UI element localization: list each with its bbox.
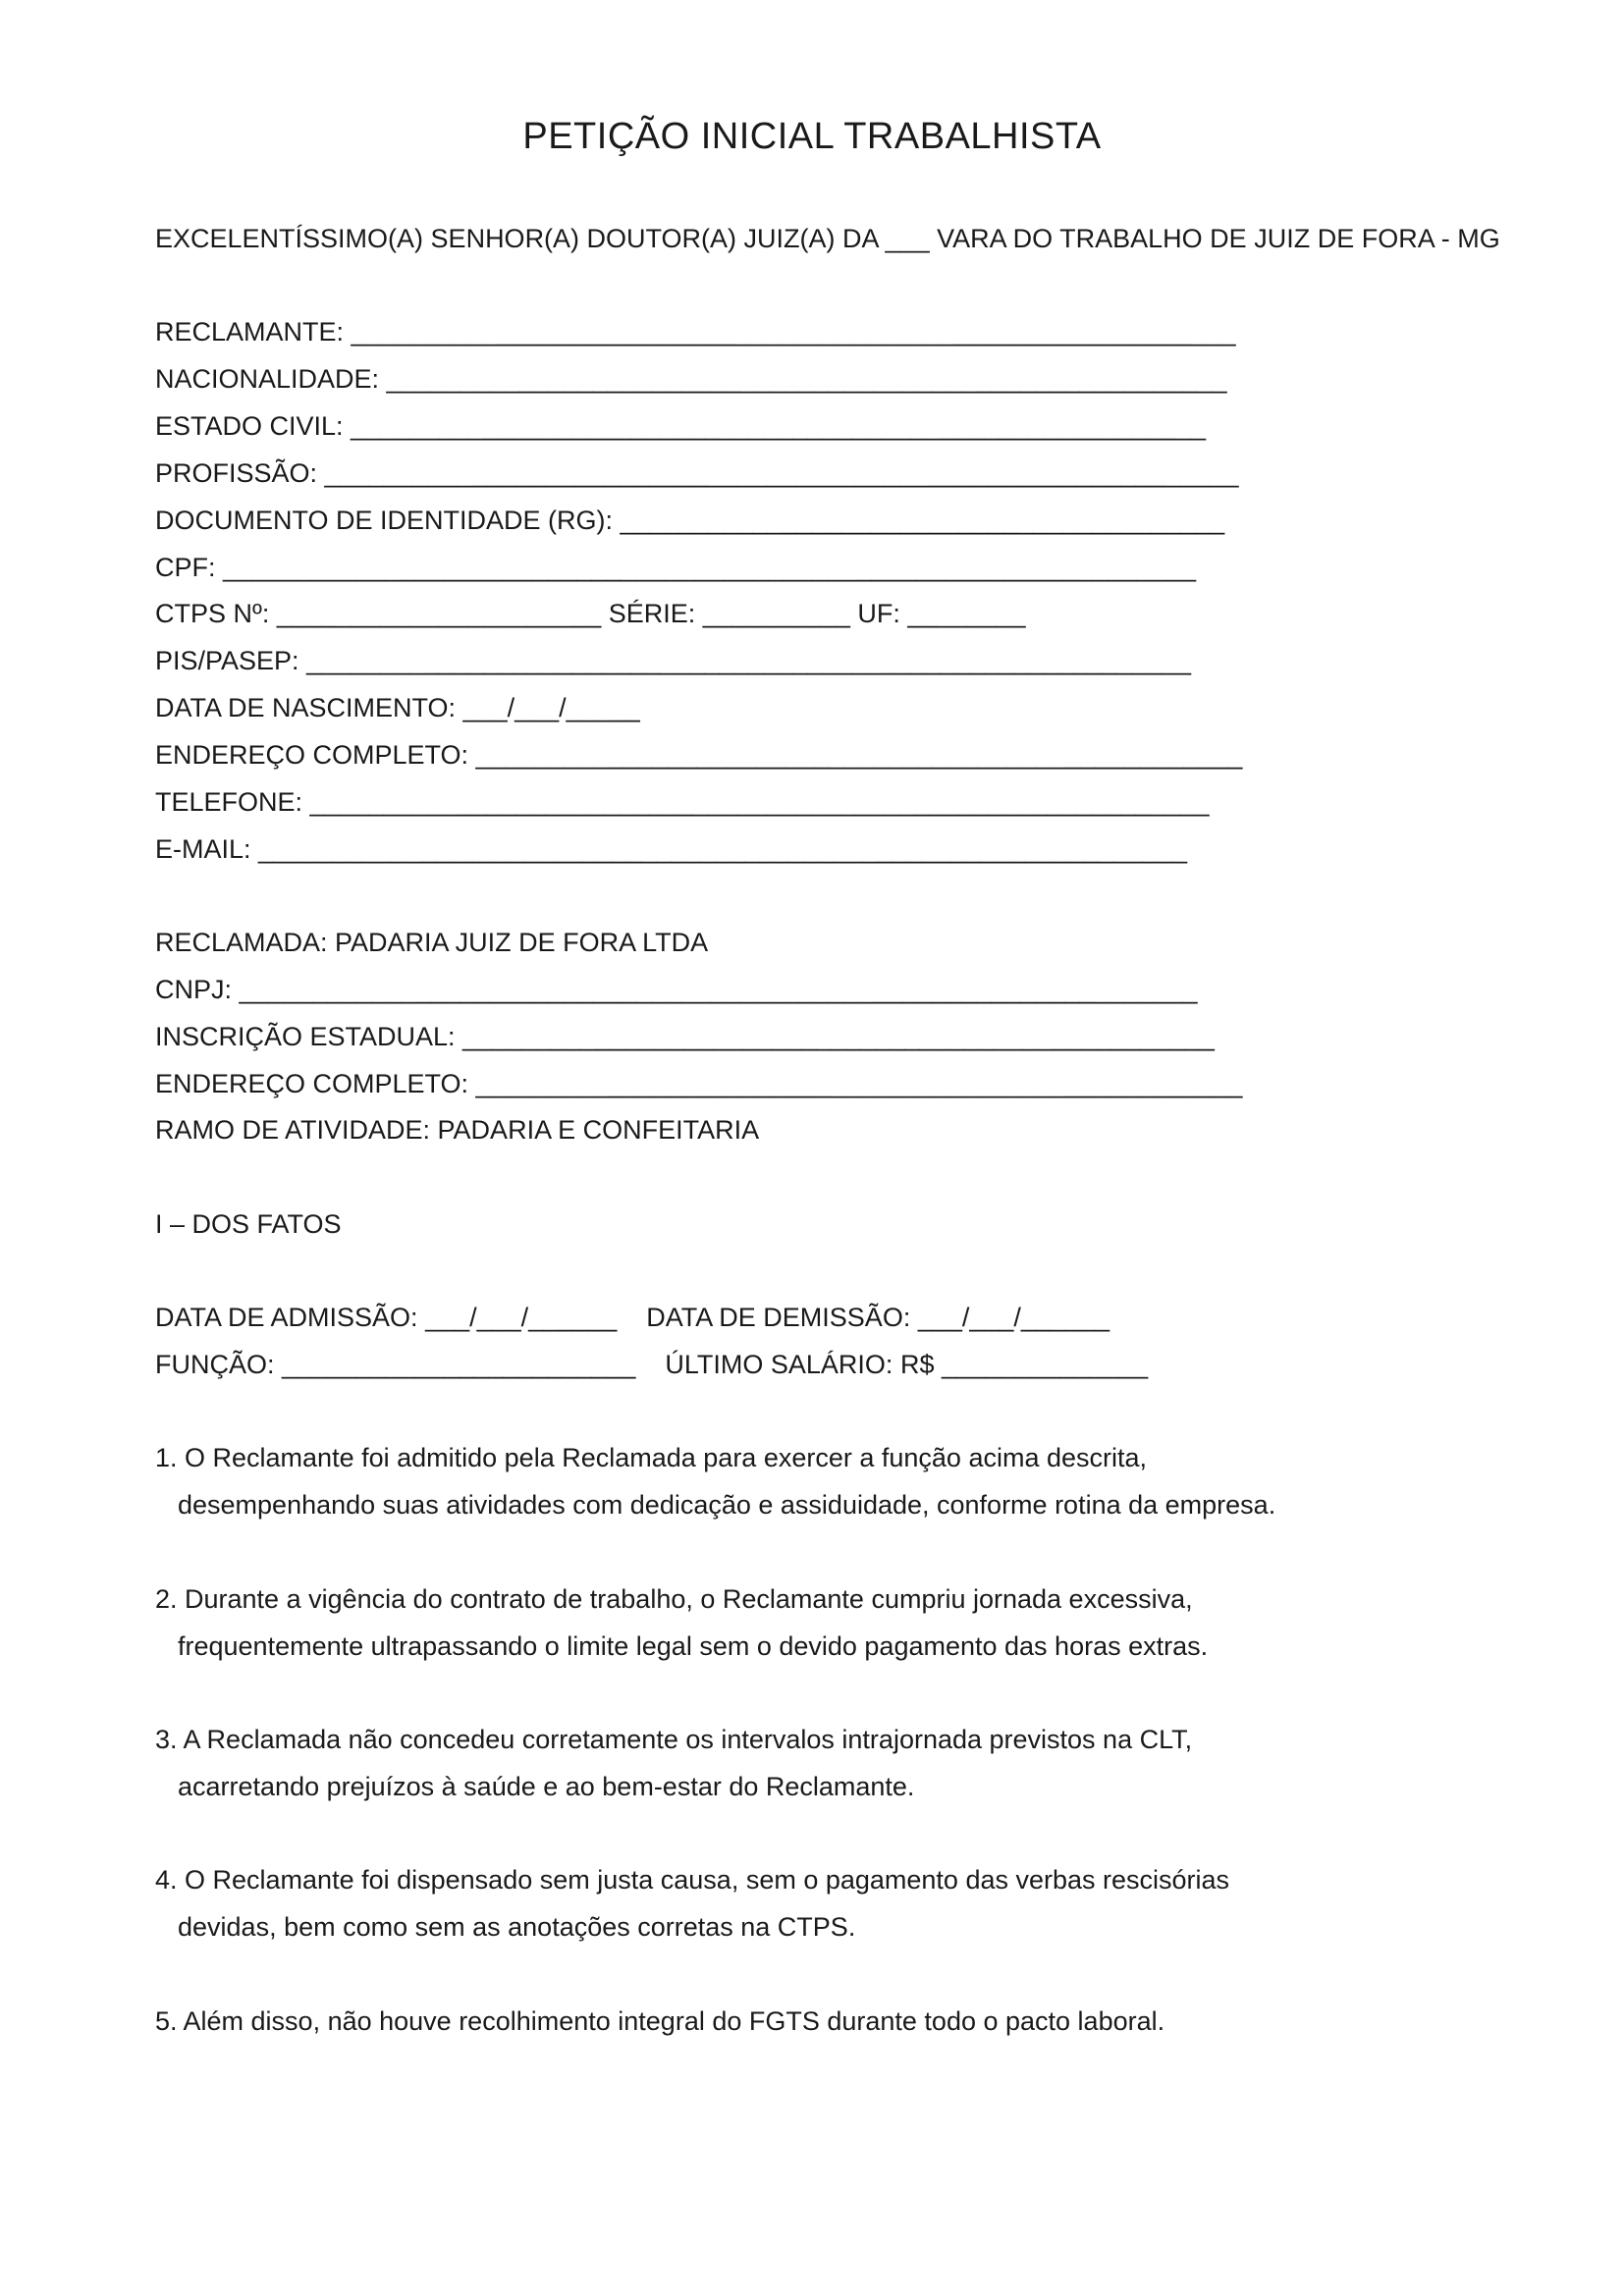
fact-4-line-2: devidas, bem como sem as anotações corretas na CTPS. <box>178 1912 856 1942</box>
cpf-field: CPF: __________________________________________________________________ <box>155 553 1197 582</box>
pis-pasep-field: PIS/PASEP: ____________________________________________________________ <box>155 646 1192 675</box>
rg-field: DOCUMENTO DE IDENTIDADE (RG): _________________________________________ <box>155 506 1225 535</box>
fact-1-line-2: desempenhando suas atividades com dedicação e assiduidade, conforme rotina da empresa. <box>178 1490 1276 1520</box>
datas-contrato-field: DATA DE ADMISSÃO: ___/___/______ DATA DE DEMISSÃO: ___/___/______ <box>155 1303 1110 1332</box>
ramo-atividade: RAMO DE ATIVIDADE: PADARIA E CONFEITARIA <box>155 1115 760 1145</box>
endereco-reclamante-field: ENDEREÇO COMPLETO: ____________________________________________________ <box>155 740 1243 770</box>
document-title: PETIÇÃO INICIAL TRABALHISTA <box>522 116 1102 157</box>
fact-2-line-2: frequentemente ultrapassando o limite legal sem o devido pagamento das horas extras. <box>178 1631 1209 1661</box>
telefone-field: TELEFONE: _____________________________________________________________ <box>155 787 1210 817</box>
reclamante-name-field: RECLAMANTE: ____________________________________________________________ <box>155 317 1236 347</box>
fact-4-line-1: 4. O Reclamante foi dispensado sem justa causa, sem o pagamento das verbas rescisórias <box>155 1865 1230 1895</box>
fact-3-line-2: acarretando prejuízos à saúde e ao bem-estar do Reclamante. <box>178 1772 915 1801</box>
profissao-field: PROFISSÃO: ______________________________________________________________ <box>155 458 1239 488</box>
reclamada-name: RECLAMADA: PADARIA JUIZ DE FORA LTDA <box>155 928 709 957</box>
section-heading-fatos: I – DOS FATOS <box>155 1209 342 1239</box>
ctps-field: CTPS Nº: ______________________ SÉRIE: __________ UF: ________ <box>155 599 1026 628</box>
fact-1-line-1: 1. O Reclamante foi admitido pela Reclamada para exercer a função acima descrita, <box>155 1443 1148 1472</box>
fact-3-line-1: 3. A Reclamada não concedeu corretamente os intervalos intrajornada previstos na CLT, <box>155 1725 1193 1754</box>
fact-5-line-1: 5. Além disso, não houve recolhimento integral do FGTS durante todo o pacto laboral. <box>155 2006 1165 2036</box>
inscricao-estadual-field: INSCRIÇÃO ESTADUAL: ___________________________________________________ <box>155 1022 1215 1051</box>
nacionalidade-field: NACIONALIDADE: _________________________________________________________ <box>155 364 1227 394</box>
fact-2-line-1: 2. Durante a vigência do contrato de trabalho, o Reclamante cumpriu jornada excessiva, <box>155 1584 1193 1614</box>
data-nascimento-field: DATA DE NASCIMENTO: ___/___/_____ <box>155 693 640 722</box>
addressee-line: EXCELENTÍSSIMO(A) SENHOR(A) DOUTOR(A) JUIZ(A) DA ___ VARA DO TRABALHO DE JUIZ DE FORA - MG <box>155 224 1500 253</box>
cnpj-field: CNPJ: _________________________________________________________________ <box>155 975 1198 1004</box>
funcao-salario-field: FUNÇÃO: ________________________ ÚLTIMO SALÁRIO: R$ ______________ <box>155 1350 1149 1379</box>
estado-civil-field: ESTADO CIVIL: __________________________________________________________ <box>155 411 1206 441</box>
email-field: E-MAIL: _______________________________________________________________ <box>155 834 1188 864</box>
endereco-reclamada-field: ENDEREÇO COMPLETO: ____________________________________________________ <box>155 1069 1243 1098</box>
